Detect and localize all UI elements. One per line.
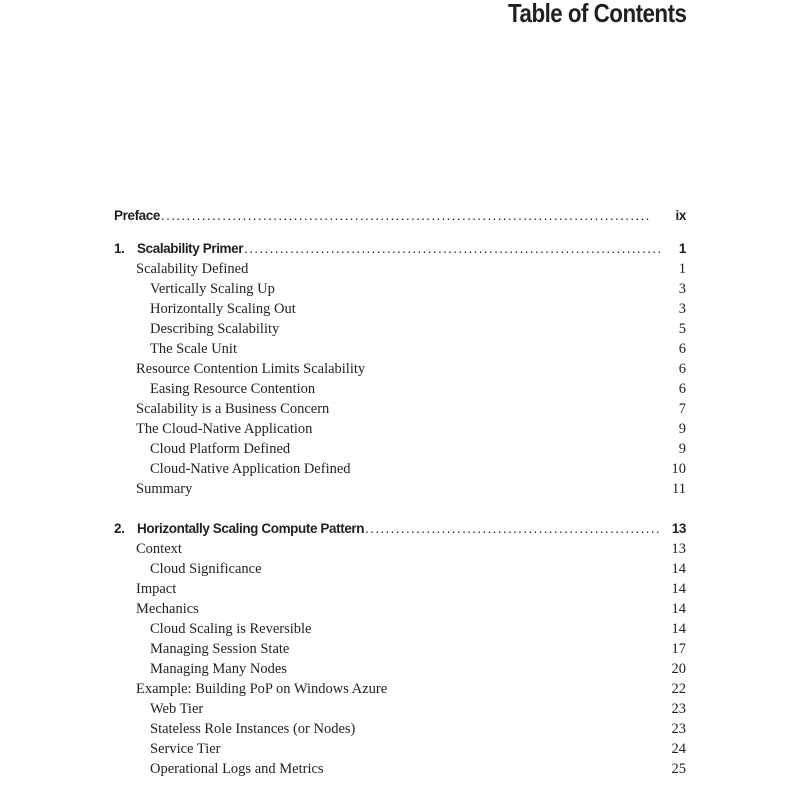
chapter-title: Scalability Primer — [137, 241, 244, 256]
toc-entry-label: Mechanics — [136, 601, 199, 617]
toc-entry — [114, 659, 686, 679]
toc-entry-label: Managing Many Nodes — [150, 661, 287, 677]
toc-entry — [114, 679, 686, 699]
toc-chapter-2 — [114, 519, 686, 539]
toc-entry-page: 9 — [678, 441, 686, 457]
toc-entry-label: Easing Resource Contention — [150, 381, 316, 397]
toc-entry-label: Cloud Scaling is Reversible — [150, 621, 312, 637]
toc-entry — [114, 599, 686, 619]
toc-entry-label: Cloud Platform Defined — [150, 441, 291, 457]
toc-entry-label: Cloud-Native Application Defined — [150, 461, 351, 477]
toc-entry — [114, 299, 686, 319]
toc-entry-page: 25 — [671, 761, 686, 777]
toc-entry-label: Resource Contention Limits Scalability — [136, 361, 366, 377]
page-title: Table of Contents — [507, 0, 686, 28]
toc-entry-page: 1 — [678, 261, 686, 277]
toc-entry — [114, 579, 686, 599]
toc-entry — [114, 559, 686, 579]
toc-entry-label: Web Tier — [150, 701, 204, 717]
toc-entry-page: 23 — [671, 721, 686, 737]
chapter-number: 1. — [114, 241, 125, 256]
toc-entry-page: 14 — [671, 581, 686, 597]
toc-entry-label: Context — [136, 541, 182, 557]
toc-entry — [114, 459, 686, 479]
toc-entry-label: Example: Building PoP on Windows Azure — [136, 681, 388, 697]
table-of-contents — [114, 206, 686, 779]
toc-entry-page: 6 — [678, 341, 686, 357]
toc-entry — [114, 699, 686, 719]
toc-entry — [114, 759, 686, 779]
chapter-page: 13 — [671, 521, 686, 536]
toc-entry-label: Operational Logs and Metrics — [150, 761, 324, 777]
toc-chapter-1 — [114, 239, 686, 259]
toc-entry-page: 7 — [678, 401, 686, 417]
toc-entry — [114, 399, 686, 419]
toc-entry — [114, 739, 686, 759]
toc-entry — [114, 539, 686, 559]
toc-entry-page: 6 — [678, 381, 686, 397]
toc-leader — [365, 519, 660, 539]
toc-entry-label: Horizontally Scaling Out — [150, 301, 296, 317]
toc-entry-page: 6 — [678, 361, 686, 377]
toc-entry-page: 17 — [671, 641, 686, 657]
toc-entry — [114, 339, 686, 359]
toc-preface-label: Preface — [114, 208, 160, 223]
toc-entry-page: 23 — [671, 701, 686, 717]
toc-entry — [114, 619, 686, 639]
toc-preface-page: ix — [675, 208, 686, 223]
toc-entry-label: The Cloud-Native Application — [136, 421, 313, 437]
toc-entry-label: Cloud Significance — [150, 561, 262, 577]
toc-entry — [114, 479, 686, 499]
toc-leader — [244, 239, 660, 259]
toc-entry-page: 22 — [671, 681, 686, 697]
toc-entry-label: Stateless Role Instances (or Nodes) — [150, 721, 356, 737]
toc-entry-page: 13 — [671, 541, 686, 557]
toc-entry-page: 11 — [672, 481, 686, 497]
toc-entry — [114, 319, 686, 339]
chapter-page: 1 — [678, 241, 686, 256]
toc-entry — [114, 719, 686, 739]
toc-entry-label: Managing Session State — [150, 641, 290, 657]
toc-entry-page: 3 — [678, 281, 686, 297]
chapter-number: 2. — [114, 521, 125, 536]
toc-entry — [114, 359, 686, 379]
chapter-title: Horizontally Scaling Compute Pattern — [137, 521, 365, 536]
toc-entry-page: 14 — [671, 621, 686, 637]
toc-entry — [114, 419, 686, 439]
toc-entry-label: Scalability Defined — [136, 261, 249, 277]
toc-entry-page: 14 — [671, 561, 686, 577]
toc-entry-page: 24 — [671, 741, 686, 757]
toc-entry — [114, 379, 686, 399]
toc-entry-page: 20 — [671, 661, 686, 677]
toc-entry-label: Service Tier — [150, 741, 221, 757]
toc-preface — [114, 206, 686, 226]
toc-entry-page: 9 — [678, 421, 686, 437]
toc-entry — [114, 639, 686, 659]
toc-entry-label: Vertically Scaling Up — [150, 281, 275, 297]
toc-entry-page: 14 — [671, 601, 686, 617]
toc-entry — [114, 259, 686, 279]
toc-entry — [114, 279, 686, 299]
toc-entry-label: Scalability is a Business Concern — [136, 401, 330, 417]
toc-entry-page: 10 — [671, 461, 686, 477]
toc-entry-label: Describing Scalability — [150, 321, 280, 337]
toc-entry — [114, 439, 686, 459]
toc-entry-page: 5 — [678, 321, 686, 337]
toc-entry-label: Summary — [136, 481, 193, 497]
toc-entry-label: Impact — [136, 581, 177, 597]
toc-entry-label: The Scale Unit — [150, 341, 237, 357]
toc-entry-page: 3 — [678, 301, 686, 317]
toc-leader — [161, 206, 660, 226]
